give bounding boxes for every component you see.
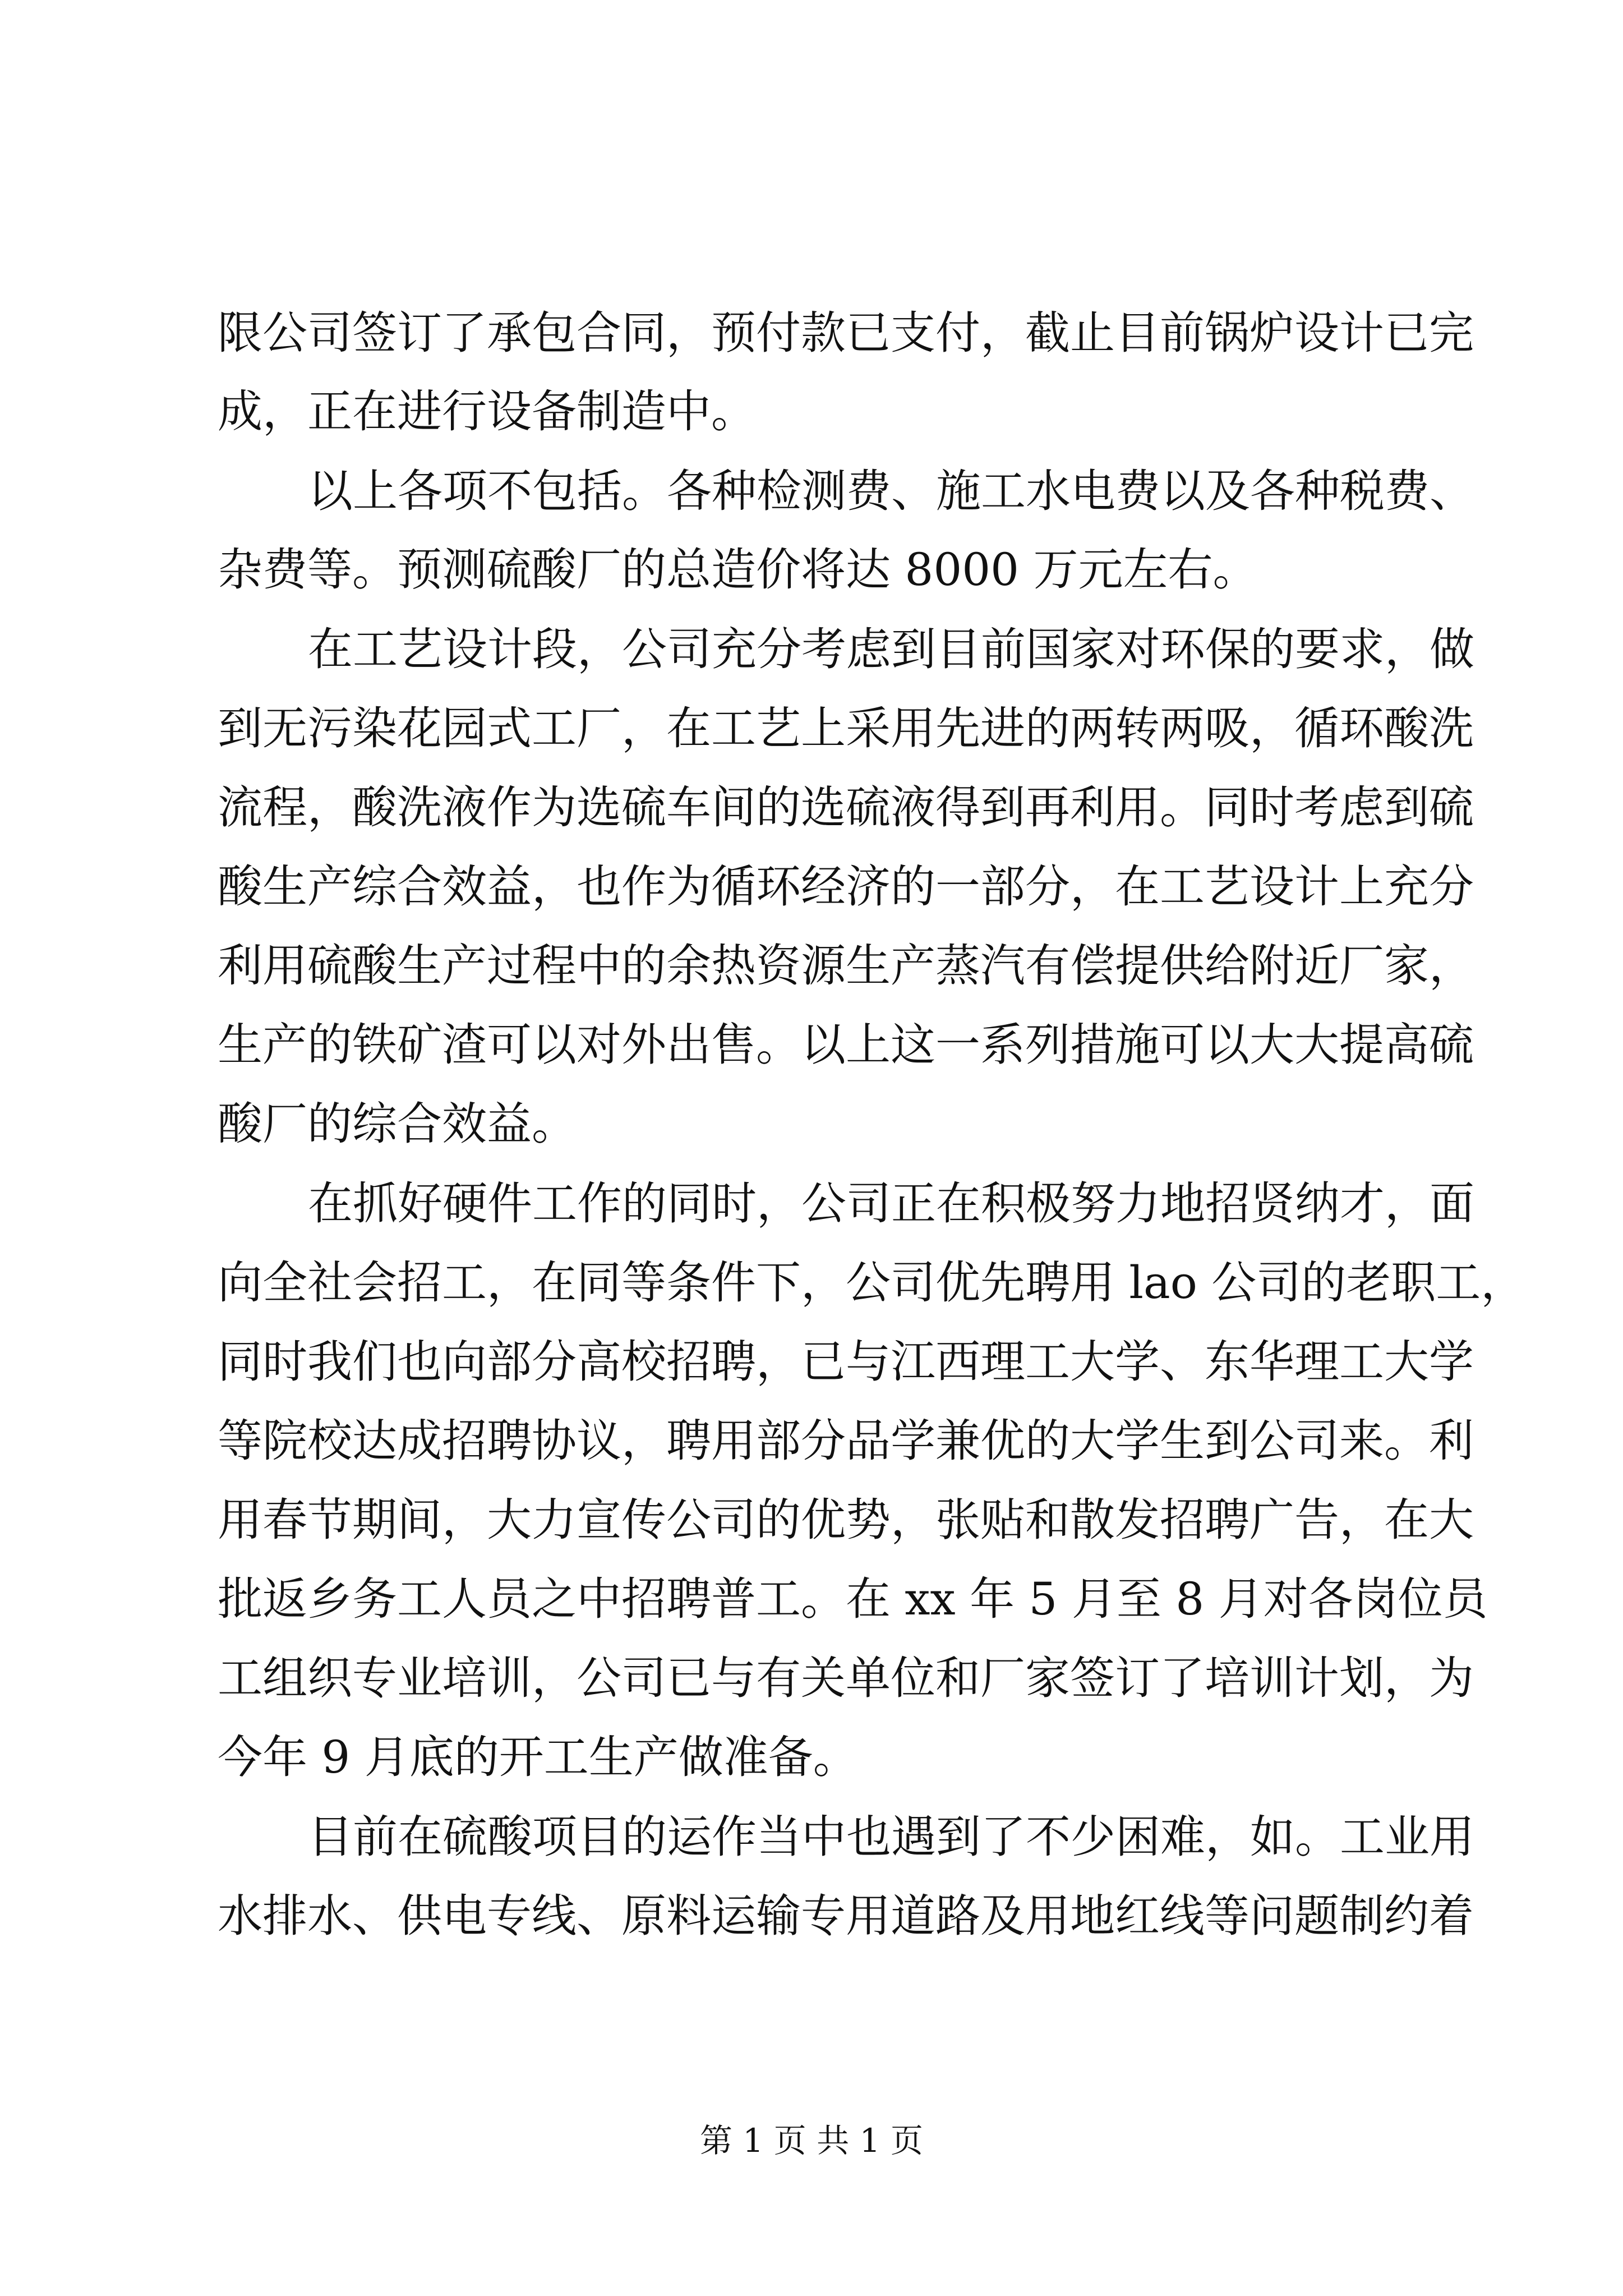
paragraph-first-line: 以上各项不包括。各种检测费、施工水电费以及各种税费、 <box>308 465 1474 517</box>
text-line: 批返乡务工人员之中招聘普工。在 xx 年 5 月至 8 月对各岗位员 <box>218 1573 1488 1625</box>
page-footer: 第 1 页 共 1 页 <box>700 2122 923 2160</box>
text-line: 用春节期间，大力宣传公司的优势，张贴和散发招聘广告，在大 <box>218 1494 1474 1546</box>
text-line: 同时我们也向部分高校招聘，已与江西理工大学、东华理工大学 <box>218 1336 1474 1388</box>
text-line: 等院校达成招聘协议，聘用部分品学兼优的大学生到公司来。利 <box>218 1415 1474 1467</box>
text-line: 今年 9 月底的开工生产做准备。 <box>218 1731 858 1783</box>
text-line: 工组织专业培训，公司已与有关单位和厂家签订了培训计划，为 <box>218 1652 1474 1704</box>
text-line: 水排水、供电专线、原料运输专用道路及用地红线等问题制约着 <box>218 1890 1474 1942</box>
text-line: 生产的铁矿渣可以对外出售。以上这一系列措施可以大大提高硫 <box>218 1019 1474 1071</box>
text-line: 利用硫酸生产过程中的余热资源生产蒸汽有偿提供给附近厂家， <box>218 940 1474 992</box>
text-line: 杂费等。预测硫酸厂的总造价将达 8000 万元左右。 <box>218 544 1258 596</box>
text-line: 向全社会招工，在同等条件下，公司优先聘用 lao 公司的老职工， <box>218 1257 1526 1309</box>
text-line: 到无污染花园式工厂，在工艺上采用先进的两转两吸，循环酸洗 <box>218 702 1474 754</box>
text-line: 成，正在进行设备制造中。 <box>218 385 756 438</box>
text-line: 酸生产综合效益，也作为循环经济的一部分，在工艺设计上充分 <box>218 861 1474 913</box>
paragraph-first-line: 目前在硫酸项目的运作当中也遇到了不少困难，如。工业用 <box>308 1811 1474 1863</box>
paragraph-first-line: 在工艺设计段，公司充分考虑到目前国家对环保的要求，做 <box>308 623 1474 675</box>
text-line: 流程，酸洗液作为选硫车间的选硫液得到再利用。同时考虑到硫 <box>218 781 1474 834</box>
text-line: 限公司签订了承包合同，预付款已支付，截止目前锅炉设计已完 <box>218 307 1474 359</box>
paragraph-first-line: 在抓好硬件工作的同时，公司正在积极努力地招贤纳才，面 <box>308 1177 1474 1230</box>
text-line: 酸厂的综合效益。 <box>218 1098 577 1150</box>
